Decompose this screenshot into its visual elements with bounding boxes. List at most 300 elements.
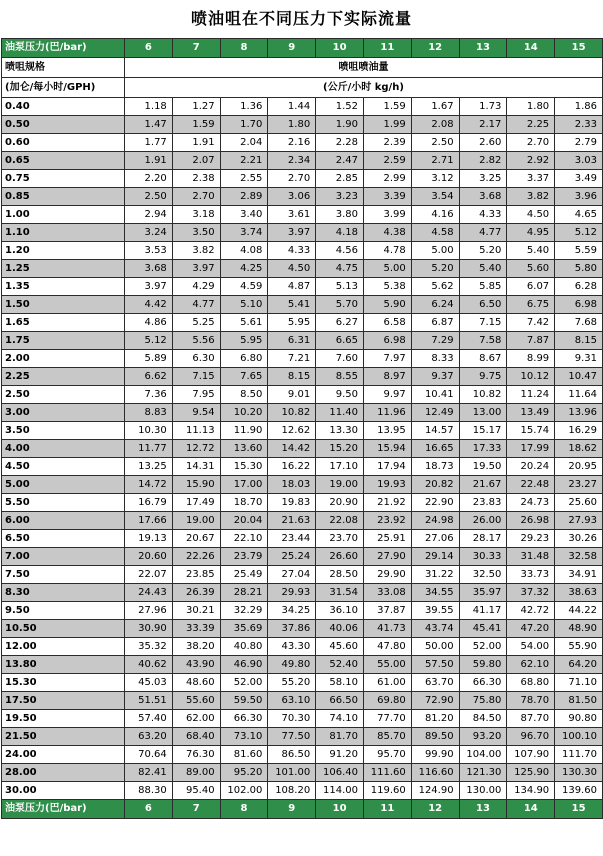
nozzle-spec-cell: 10.50 [2,620,125,638]
flow-value-cell: 5.40 [459,260,507,278]
flow-value-cell: 2.60 [459,134,507,152]
flow-value-cell: 29.93 [268,584,316,602]
flow-value-cell: 5.59 [555,242,603,260]
flow-value-cell: 2.92 [507,152,555,170]
flow-value-cell: 2.99 [363,170,411,188]
nozzle-spec-cell: 9.50 [2,602,125,620]
flow-value-cell: 26.00 [459,512,507,530]
flow-value-cell: 40.06 [316,620,364,638]
flow-value-cell: 81.20 [411,710,459,728]
flow-value-cell: 84.50 [459,710,507,728]
pump-pressure-label-bottom: 油泵压力(巴/bar) [2,800,125,819]
flow-value-cell: 3.40 [220,206,268,224]
flow-value-cell: 2.33 [555,116,603,134]
flow-value-cell: 22.07 [125,566,173,584]
flow-value-cell: 23.83 [459,494,507,512]
flow-value-cell: 1.80 [268,116,316,134]
table-row [2,188,603,206]
flow-value-cell: 5.89 [125,350,173,368]
flow-value-cell: 43.30 [268,638,316,656]
table-row [2,602,603,620]
table-row [2,332,603,350]
page-title: 喷油咀在不同压力下实际流量 [190,9,412,28]
flow-value-cell: 28.50 [316,566,364,584]
flow-value-cell: 2.50 [125,188,173,206]
flow-value-cell: 68.80 [507,674,555,692]
nozzle-spec-cell: 30.00 [2,782,125,800]
nozzle-spec-cell: 5.00 [2,476,125,494]
flow-value-cell: 7.36 [125,386,173,404]
flow-value-cell: 2.79 [555,134,603,152]
table-row [2,458,603,476]
flow-value-cell: 81.60 [220,746,268,764]
flow-value-cell: 63.10 [268,692,316,710]
flow-value-cell: 6.28 [555,278,603,296]
flow-value-cell: 3.80 [316,206,364,224]
flow-value-cell: 93.20 [459,728,507,746]
flow-value-cell: 37.86 [268,620,316,638]
footer-pressure-1: 6 [125,800,173,819]
table-row [2,98,603,116]
table-row [2,710,603,728]
table-row [2,584,603,602]
flow-value-cell: 13.60 [220,440,268,458]
flow-value-cell: 23.85 [172,566,220,584]
flow-value-cell: 34.55 [411,584,459,602]
flow-value-cell: 3.18 [172,206,220,224]
flow-value-cell: 2.07 [172,152,220,170]
flow-value-cell: 4.75 [316,260,364,278]
flow-value-cell: 7.97 [363,350,411,368]
flow-value-cell: 44.22 [555,602,603,620]
flow-value-cell: 64.20 [555,656,603,674]
flow-value-cell: 101.00 [268,764,316,782]
flow-value-cell: 15.30 [220,458,268,476]
flow-value-cell: 15.90 [172,476,220,494]
flow-value-cell: 4.59 [220,278,268,296]
nozzle-unit-label: (加仑/每小时/GPH) [2,78,125,98]
nozzle-spec-cell: 1.10 [2,224,125,242]
flow-value-cell: 32.29 [220,602,268,620]
nozzle-spec-cell: 0.75 [2,170,125,188]
flow-value-cell: 77.50 [268,728,316,746]
flow-value-cell: 1.99 [363,116,411,134]
table-row [2,314,603,332]
flow-value-cell: 29.14 [411,548,459,566]
flow-value-cell: 17.33 [459,440,507,458]
footer-pressure-4: 9 [268,800,316,819]
flow-value-cell: 18.73 [411,458,459,476]
flow-value-cell: 22.08 [316,512,364,530]
flow-value-cell: 13.25 [125,458,173,476]
flow-value-cell: 34.25 [268,602,316,620]
header-pressure-2: 7 [172,39,220,58]
flow-value-cell: 23.27 [555,476,603,494]
flow-value-cell: 5.80 [555,260,603,278]
table-row [2,134,603,152]
flow-value-cell: 11.13 [172,422,220,440]
nozzle-spec-cell: 13.80 [2,656,125,674]
flow-value-cell: 35.32 [125,638,173,656]
flow-value-cell: 7.58 [459,332,507,350]
flow-value-cell: 47.80 [363,638,411,656]
flow-value-cell: 85.70 [363,728,411,746]
footer-pressure-3: 8 [220,800,268,819]
flow-value-cell: 17.49 [172,494,220,512]
flow-value-cell: 9.54 [172,404,220,422]
flow-value-cell: 4.50 [268,260,316,278]
flow-value-cell: 3.61 [268,206,316,224]
flow-value-cell: 66.50 [316,692,364,710]
flow-value-cell: 1.47 [125,116,173,134]
table-row [2,368,603,386]
nozzle-spec-cell: 6.50 [2,530,125,548]
flow-value-cell: 10.20 [220,404,268,422]
table-row [2,764,603,782]
flow-value-cell: 36.10 [316,602,364,620]
flow-value-cell: 1.90 [316,116,364,134]
flow-value-cell: 27.06 [411,530,459,548]
flow-value-cell: 108.20 [268,782,316,800]
table-row [2,494,603,512]
header-pressure-5: 10 [316,39,364,58]
flow-value-cell: 4.56 [316,242,364,260]
flow-value-cell: 1.80 [507,98,555,116]
nozzle-spec-cell: 0.50 [2,116,125,134]
flow-value-cell: 139.60 [555,782,603,800]
flow-value-cell: 3.49 [555,170,603,188]
flow-value-cell: 4.77 [459,224,507,242]
flow-value-cell: 32.58 [555,548,603,566]
flow-value-cell: 81.70 [316,728,364,746]
table-row [2,476,603,494]
flow-value-cell: 52.00 [220,674,268,692]
flow-value-cell: 66.30 [220,710,268,728]
flow-value-cell: 8.15 [555,332,603,350]
flow-value-cell: 38.20 [172,638,220,656]
flow-value-cell: 1.86 [555,98,603,116]
flow-value-cell: 11.40 [316,404,364,422]
flow-value-cell: 41.17 [459,602,507,620]
flow-value-cell: 8.67 [459,350,507,368]
flow-value-cell: 14.42 [268,440,316,458]
pump-pressure-label: 油泵压力(巴/bar) [2,39,125,58]
flow-value-cell: 5.95 [268,314,316,332]
flow-value-cell: 31.54 [316,584,364,602]
flow-value-cell: 20.24 [507,458,555,476]
flow-value-cell: 28.17 [459,530,507,548]
flow-value-cell: 1.52 [316,98,364,116]
flow-value-cell: 87.70 [507,710,555,728]
flow-value-cell: 48.60 [172,674,220,692]
flow-value-cell: 43.90 [172,656,220,674]
flow-value-cell: 4.87 [268,278,316,296]
flow-value-cell: 5.62 [411,278,459,296]
flow-value-cell: 17.00 [220,476,268,494]
flow-value-cell: 130.00 [459,782,507,800]
flow-value-cell: 45.41 [459,620,507,638]
flow-value-cell: 55.20 [268,674,316,692]
flow-value-cell: 6.30 [172,350,220,368]
flow-value-cell: 20.60 [125,548,173,566]
flow-value-cell: 89.00 [172,764,220,782]
flow-value-cell: 6.98 [363,332,411,350]
flow-value-cell: 102.00 [220,782,268,800]
flow-value-cell: 18.62 [555,440,603,458]
table-row [2,782,603,800]
flow-value-cell: 4.78 [363,242,411,260]
table-row [2,620,603,638]
flow-value-cell: 10.12 [507,368,555,386]
flow-value-cell: 63.20 [125,728,173,746]
nozzle-spec-cell: 7.50 [2,566,125,584]
nozzle-spec-cell: 1.00 [2,206,125,224]
flow-value-cell: 8.97 [363,368,411,386]
flow-value-cell: 5.38 [363,278,411,296]
flow-value-cell: 1.27 [172,98,220,116]
flow-value-cell: 14.57 [411,422,459,440]
nozzle-spec-cell: 15.30 [2,674,125,692]
table-row [2,566,603,584]
flow-value-cell: 11.64 [555,386,603,404]
flow-value-cell: 2.16 [268,134,316,152]
flow-value-cell: 8.83 [125,404,173,422]
table-row [2,116,603,134]
flow-value-cell: 76.30 [172,746,220,764]
flow-value-cell: 5.12 [125,332,173,350]
flow-value-cell: 24.43 [125,584,173,602]
flow-value-cell: 11.90 [220,422,268,440]
flow-value-cell: 30.21 [172,602,220,620]
flow-value-cell: 9.37 [411,368,459,386]
flow-value-cell: 114.00 [316,782,364,800]
table-row [2,422,603,440]
flow-value-cell: 2.21 [220,152,268,170]
flow-value-cell: 19.00 [316,476,364,494]
flow-value-cell: 2.20 [125,170,173,188]
flow-value-cell: 4.65 [555,206,603,224]
nozzle-spec-cell: 2.50 [2,386,125,404]
flow-value-cell: 8.33 [411,350,459,368]
flow-value-cell: 15.94 [363,440,411,458]
flow-value-cell: 22.10 [220,530,268,548]
flow-value-cell: 2.70 [507,134,555,152]
flow-value-cell: 40.62 [125,656,173,674]
flow-value-cell: 45.60 [316,638,364,656]
flow-value-cell: 111.70 [555,746,603,764]
flow-value-cell: 15.17 [459,422,507,440]
flow-value-cell: 23.79 [220,548,268,566]
flow-value-cell: 5.10 [220,296,268,314]
flow-value-cell: 55.00 [363,656,411,674]
flow-value-cell: 78.70 [507,692,555,710]
flow-value-cell: 107.90 [507,746,555,764]
flow-value-cell: 61.00 [363,674,411,692]
table-row [2,260,603,278]
flow-value-cell: 8.55 [316,368,364,386]
flow-value-cell: 24.73 [507,494,555,512]
flow-value-cell: 1.18 [125,98,173,116]
flow-value-cell: 3.39 [363,188,411,206]
flow-value-cell: 17.94 [363,458,411,476]
flow-value-cell: 3.53 [125,242,173,260]
flow-value-cell: 8.50 [220,386,268,404]
flow-value-cell: 5.56 [172,332,220,350]
flow-value-cell: 119.60 [363,782,411,800]
flow-value-cell: 2.08 [411,116,459,134]
flow-value-cell: 99.90 [411,746,459,764]
flow-value-cell: 77.70 [363,710,411,728]
flow-value-cell: 116.60 [411,764,459,782]
flow-value-cell: 5.85 [459,278,507,296]
flow-value-cell: 3.24 [125,224,173,242]
flow-value-cell: 27.93 [555,512,603,530]
header-row-bottom [2,800,603,819]
flow-value-cell: 62.10 [507,656,555,674]
flow-value-cell: 5.20 [459,242,507,260]
flow-value-cell: 45.03 [125,674,173,692]
nozzle-spec-cell: 17.50 [2,692,125,710]
flow-value-cell: 2.70 [268,170,316,188]
nozzle-spec-cell: 28.00 [2,764,125,782]
nozzle-spec-cell: 1.35 [2,278,125,296]
flow-value-cell: 26.98 [507,512,555,530]
flow-value-cell: 3.50 [172,224,220,242]
subheader-row-1 [2,58,603,78]
flow-value-cell: 3.68 [125,260,173,278]
flow-value-cell: 22.48 [507,476,555,494]
flow-value-cell: 31.48 [507,548,555,566]
flow-value-cell: 95.40 [172,782,220,800]
nozzle-spec-cell: 3.50 [2,422,125,440]
flow-value-cell: 95.20 [220,764,268,782]
nozzle-spec-cell: 1.65 [2,314,125,332]
flow-value-cell: 2.50 [411,134,459,152]
flow-value-cell: 7.42 [507,314,555,332]
flow-value-cell: 17.10 [316,458,364,476]
flow-value-cell: 90.80 [555,710,603,728]
flow-value-cell: 37.87 [363,602,411,620]
flow-value-cell: 35.69 [220,620,268,638]
flow-value-cell: 6.31 [268,332,316,350]
flow-value-cell: 81.50 [555,692,603,710]
flow-value-cell: 27.04 [268,566,316,584]
flow-value-cell: 5.12 [555,224,603,242]
flow-value-cell: 9.97 [363,386,411,404]
flow-value-cell: 55.60 [172,692,220,710]
flow-value-cell: 21.67 [459,476,507,494]
flow-value-cell: 2.34 [268,152,316,170]
flow-value-cell: 3.23 [316,188,364,206]
flow-value-cell: 3.12 [411,170,459,188]
flow-value-cell: 75.80 [459,692,507,710]
flow-value-cell: 5.70 [316,296,364,314]
flow-value-cell: 19.00 [172,512,220,530]
flow-value-cell: 2.04 [220,134,268,152]
header-pressure-9: 14 [507,39,555,58]
footer-pressure-8: 13 [459,800,507,819]
flow-value-cell: 22.90 [411,494,459,512]
table-row [2,170,603,188]
header-row-top [2,39,603,58]
flow-value-cell: 3.37 [507,170,555,188]
table-row [2,206,603,224]
flow-value-cell: 3.99 [363,206,411,224]
flow-value-cell: 59.50 [220,692,268,710]
header-pressure-7: 12 [411,39,459,58]
flow-value-cell: 88.30 [125,782,173,800]
flow-value-cell: 86.50 [268,746,316,764]
flow-value-cell: 28.21 [220,584,268,602]
flow-value-cell: 2.55 [220,170,268,188]
nozzle-spec-cell: 3.00 [2,404,125,422]
flow-value-cell: 4.77 [172,296,220,314]
flow-value-cell: 22.26 [172,548,220,566]
flow-value-cell: 49.80 [268,656,316,674]
flow-value-cell: 20.04 [220,512,268,530]
flow-value-cell: 69.80 [363,692,411,710]
nozzle-spec-cell: 6.00 [2,512,125,530]
footer-pressure-10: 15 [555,800,603,819]
flow-value-cell: 52.40 [316,656,364,674]
flow-value-cell: 11.96 [363,404,411,422]
flow-value-cell: 5.60 [507,260,555,278]
header-pressure-1: 6 [125,39,173,58]
flow-label: 喷咀喷油量 [125,58,603,78]
flow-value-cell: 42.72 [507,602,555,620]
nozzle-spec-cell: 2.00 [2,350,125,368]
flow-value-cell: 17.66 [125,512,173,530]
flow-value-cell: 23.92 [363,512,411,530]
flow-value-cell: 1.36 [220,98,268,116]
flow-value-cell: 3.97 [125,278,173,296]
flow-value-cell: 16.79 [125,494,173,512]
flow-value-cell: 50.00 [411,638,459,656]
flow-value-cell: 13.00 [459,404,507,422]
flow-value-cell: 29.23 [507,530,555,548]
header-pressure-4: 9 [268,39,316,58]
flow-value-cell: 6.24 [411,296,459,314]
flow-value-cell: 7.15 [172,368,220,386]
table-row [2,296,603,314]
flow-value-cell: 10.82 [268,404,316,422]
flow-value-cell: 4.33 [459,206,507,224]
footer-pressure-9: 14 [507,800,555,819]
flow-value-cell: 32.50 [459,566,507,584]
flow-value-cell: 38.63 [555,584,603,602]
flow-value-cell: 7.15 [459,314,507,332]
flow-value-cell: 106.40 [316,764,364,782]
flow-value-cell: 25.24 [268,548,316,566]
flow-value-cell: 13.49 [507,404,555,422]
flow-value-cell: 2.17 [459,116,507,134]
nozzle-spec-cell: 0.60 [2,134,125,152]
table-row [2,350,603,368]
flow-value-cell: 1.59 [172,116,220,134]
flow-value-cell: 8.99 [507,350,555,368]
flow-value-cell: 7.95 [172,386,220,404]
flow-value-cell: 10.30 [125,422,173,440]
table-row [2,386,603,404]
flow-value-cell: 66.30 [459,674,507,692]
flow-value-cell: 3.54 [411,188,459,206]
flow-value-cell: 5.90 [363,296,411,314]
flow-value-cell: 4.08 [220,242,268,260]
flow-value-cell: 2.85 [316,170,364,188]
flow-value-cell: 111.60 [363,764,411,782]
flow-value-cell: 23.70 [316,530,364,548]
flow-value-cell: 20.95 [555,458,603,476]
